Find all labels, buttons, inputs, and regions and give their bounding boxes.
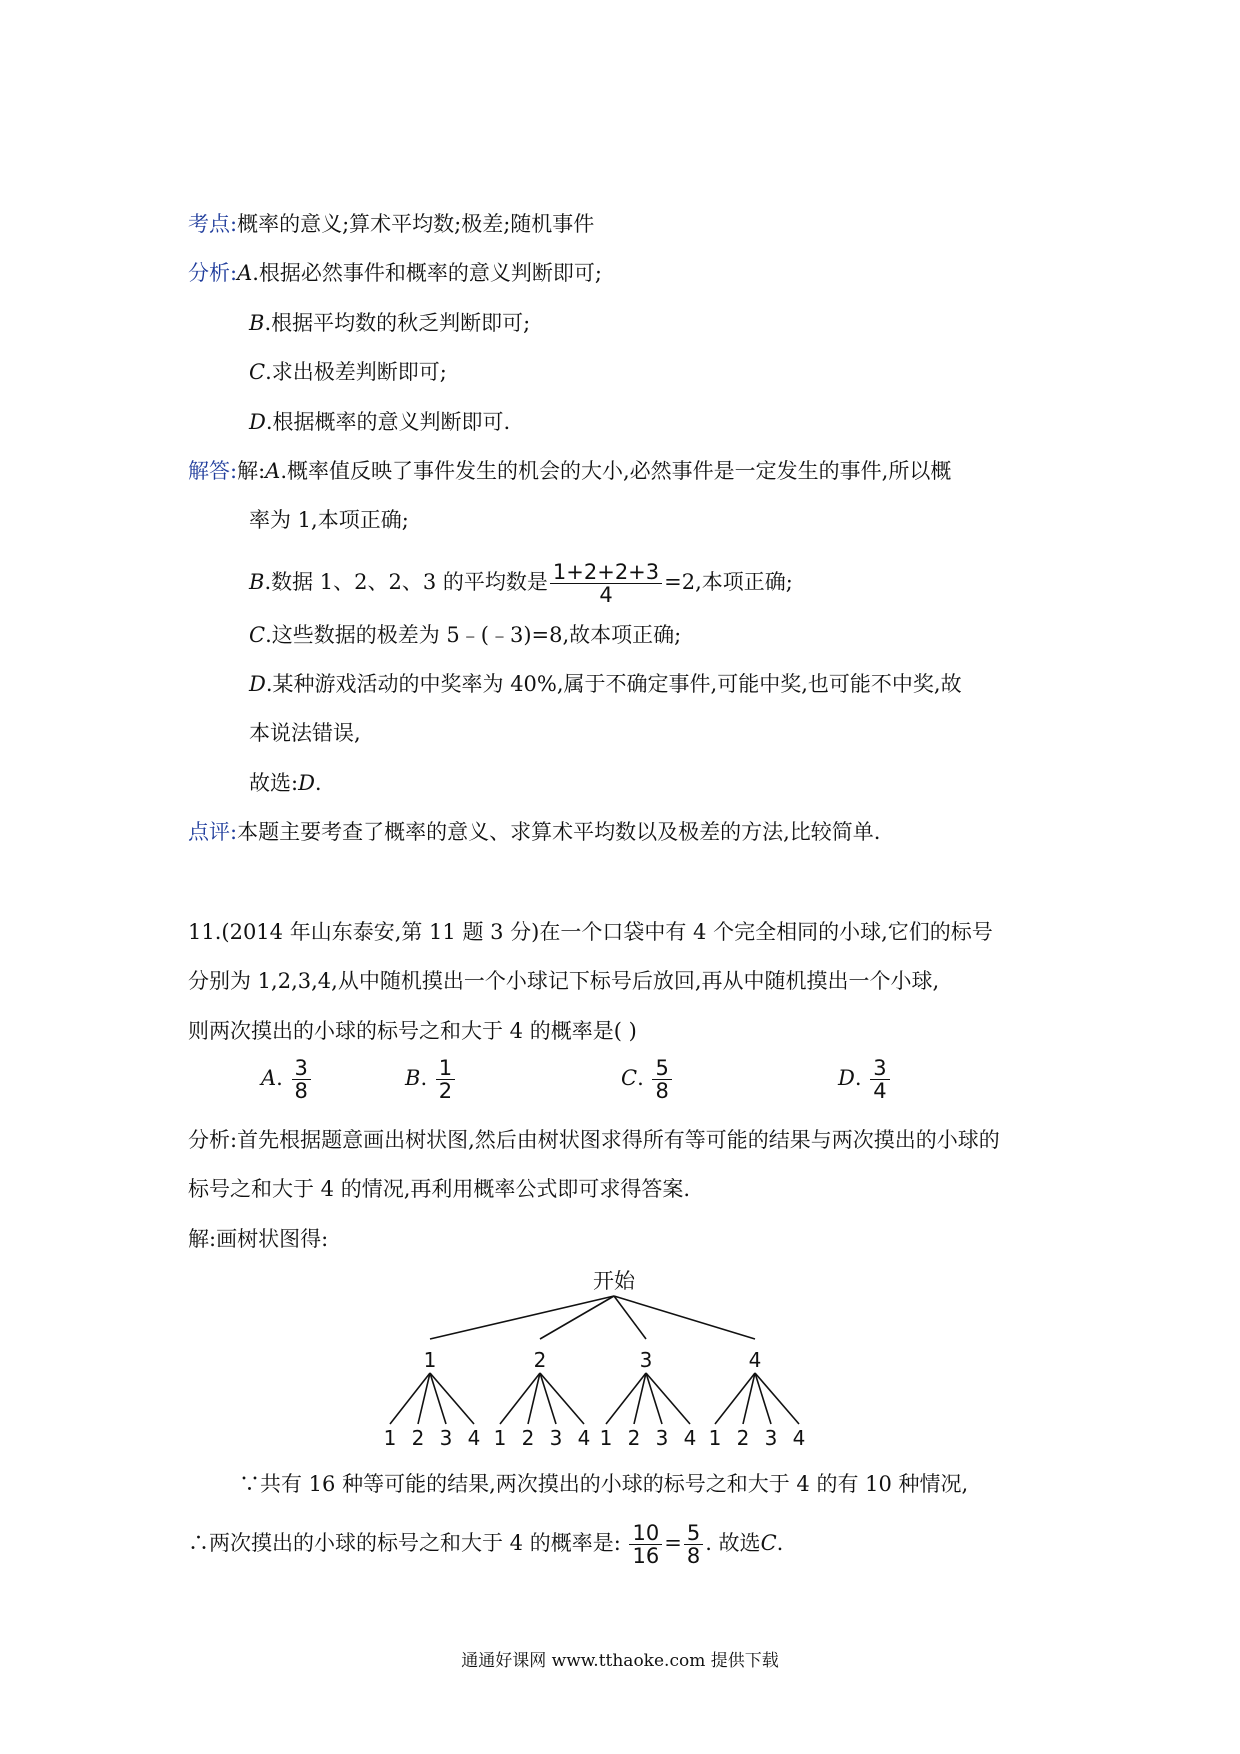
- answer-num-1: 10: [629, 1522, 662, 1545]
- q11-line2: [188, 966, 939, 996]
- jieda-line-c: [249, 620, 681, 650]
- fenxi-b-text: .根据平均数的秋乏判断即可;: [264, 311, 531, 335]
- tree-leaf-label-1-1: 1: [383, 1426, 397, 1450]
- q11-fenxi-line1: [188, 1125, 1000, 1155]
- dianping-line: [188, 817, 880, 847]
- jieda-line-d2: [249, 718, 361, 748]
- jieda-a-text1: .概率值反映了事件发生的机会的大小,必然事件是一定发生的事件,所以概: [280, 459, 952, 483]
- jieda-b-text2: =2,本项正确;: [664, 570, 793, 594]
- answer-fraction-2: [684, 1522, 703, 1567]
- fenxi-d-text: .根据概率的意义判断即可.: [265, 410, 511, 434]
- option-b-fraction: [436, 1057, 455, 1102]
- answer-eq: =: [664, 1531, 682, 1555]
- kaodian-text: 概率的意义;算术平均数;极差;随机事件: [237, 212, 595, 236]
- tree-level1-label-4: 4: [748, 1348, 762, 1372]
- q11-fenxi-line2: [188, 1174, 690, 1204]
- fenxi-a-letter: A: [237, 261, 253, 285]
- because-text: ∵共有 16 种等可能的结果,两次摸出的小球的标号之和大于 4 的有 10 种情况,: [239, 1472, 969, 1496]
- tree-level1-label-2: 2: [533, 1348, 547, 1372]
- tree-branch-3-3: [646, 1373, 662, 1424]
- tree-level1-label-3: 3: [639, 1348, 653, 1372]
- option-b: B. $\frac{1}{2}$: [405, 1057, 457, 1102]
- tree-branch-root-2: [540, 1296, 614, 1339]
- tree-leaf-label-4-4: 4: [792, 1426, 806, 1450]
- q11-text3: 则两次摸出的小球的标号之和大于 4 的概率是( ): [188, 1019, 637, 1043]
- mean-numerator: 1+2+2+3: [550, 561, 662, 584]
- footer-text: 通通好课网 www.tthaoke.com 提供下载: [461, 1651, 779, 1671]
- tree-branch-1-3: [430, 1373, 446, 1424]
- guxuan-line: [249, 768, 322, 798]
- jieda-label: 解答:: [188, 459, 238, 483]
- tree-leaf-label-2-1: 1: [493, 1426, 507, 1450]
- tree-leaf-label-1-2: 2: [411, 1426, 425, 1450]
- option-b-den: 2: [438, 1079, 453, 1104]
- answer-den-1: 16: [632, 1544, 660, 1568]
- tree-level1-label-1: 1: [423, 1348, 437, 1372]
- tree-leaf-label-1-4: 4: [467, 1426, 481, 1450]
- tree-leaf-label-4-1: 1: [708, 1426, 722, 1450]
- fenxi-c-letter: C: [249, 360, 266, 384]
- jieda-c-text: .这些数据的极差为 5﹣(﹣3)=8,故本项正确;: [265, 623, 682, 647]
- jieda-c-letter: C: [249, 623, 266, 647]
- fenxi-line-a: [188, 258, 602, 288]
- fenxi-a-text: .根据必然事件和概率的意义判断即可;: [252, 261, 602, 285]
- jieda-line-a1: [188, 456, 951, 486]
- jieda-line-a2: [249, 505, 409, 535]
- answer-fraction-1: [629, 1522, 662, 1567]
- therefore-line: [188, 1512, 783, 1574]
- tree-leaf-label-2-4: 4: [577, 1426, 591, 1450]
- tree-branch-1-4: [430, 1373, 474, 1424]
- jieda-b-text1: .数据 1、2、2、3 的平均数是: [264, 570, 548, 594]
- kaodian-line: [188, 209, 594, 239]
- option-b-letter: B: [405, 1066, 421, 1091]
- tree-node-labels: [384, 1348, 806, 1450]
- tree-leaf-label-2-3: 3: [549, 1426, 563, 1450]
- mean-fraction: [550, 561, 662, 606]
- kaodian-label: 考点:: [188, 212, 238, 236]
- fenxi-line-d: [249, 407, 510, 437]
- option-c: C. $\frac{5}{8}$: [621, 1057, 674, 1102]
- q11-text2: 分别为 1,2,3,4,从中随机摸出一个小球记下标号后放回,再从中随机摸出一个小球,: [188, 969, 940, 993]
- fenxi-d-letter: D: [249, 410, 266, 434]
- answer-period: .: [776, 1531, 784, 1555]
- tree-branches: [390, 1296, 799, 1424]
- tree-diagram: [360, 1262, 880, 1454]
- option-a-den: 8: [294, 1079, 308, 1104]
- option-b-num: 1: [436, 1057, 455, 1080]
- dianping-label: 点评:: [188, 820, 238, 844]
- answer-letter: C: [760, 1531, 777, 1555]
- tree-leaf-label-4-2: 2: [736, 1426, 750, 1450]
- mean-denominator: 4: [599, 583, 613, 607]
- guxuan-letter: D: [298, 771, 315, 795]
- tree-leaf-label-3-4: 4: [683, 1426, 697, 1450]
- option-c-fraction: [652, 1057, 671, 1102]
- tree-branch-2-4: [540, 1373, 584, 1424]
- jieda-line-d1: [249, 669, 962, 699]
- q11-fenxi1: 分析:首先根据题意画出树状图,然后由树状图求得所有等可能的结果与两次摸出的小球的: [188, 1128, 1000, 1152]
- option-a-num: 3: [292, 1057, 311, 1080]
- option-a-letter: A: [261, 1066, 277, 1091]
- option-a: A. $\frac{3}{8}$: [261, 1057, 313, 1102]
- q11-line1: [188, 917, 993, 947]
- guxuan-text: 故选:: [249, 771, 299, 795]
- jieda-a-letter: A: [265, 459, 281, 483]
- tree-leaf-label-1-3: 3: [439, 1426, 453, 1450]
- jieda-a-text2: 率为 1,本项正确;: [249, 508, 409, 532]
- answer-den-2: 8: [686, 1544, 701, 1568]
- tree-root-label: 开始: [593, 1269, 635, 1293]
- tree-branch-2-3: [540, 1373, 556, 1424]
- fenxi-c-text: .求出极差判断即可;: [265, 360, 447, 384]
- option-d-den: 4: [873, 1079, 887, 1104]
- dianping-text: 本题主要考查了概率的意义、求算术平均数以及极差的方法,比较简单.: [237, 820, 881, 844]
- tree-branch-root-3: [614, 1296, 646, 1339]
- fenxi-b-letter: B: [249, 311, 265, 335]
- option-c-den: 8: [655, 1079, 669, 1104]
- jieda-b-letter: B: [249, 570, 265, 594]
- option-a-fraction: [292, 1057, 311, 1102]
- fenxi-line-c: [249, 357, 447, 387]
- tree-leaf-label-3-2: 2: [627, 1426, 641, 1450]
- tree-branch-3-4: [646, 1373, 690, 1424]
- option-c-num: 5: [652, 1057, 671, 1080]
- q11-jie: 解:画树状图得:: [188, 1227, 329, 1251]
- jieda-d-text2: 本说法错误,: [249, 721, 361, 745]
- answer-end: . 故选: [705, 1531, 761, 1555]
- option-d-num: 3: [870, 1057, 889, 1080]
- q11-line3: [188, 1016, 637, 1046]
- tree-branch-root-1: [430, 1296, 614, 1339]
- jieda-d-text1: .某种游戏活动的中奖率为 40%,属于不确定事件,可能中奖,也可能不中奖,故: [265, 672, 962, 696]
- tree-branch-4-4: [755, 1373, 799, 1424]
- jieda-d-letter: D: [249, 672, 266, 696]
- fenxi-label: 分析:: [188, 261, 238, 285]
- tree-branch-4-3: [755, 1373, 771, 1424]
- q11-jie-line: [188, 1224, 328, 1254]
- option-d: D. $\frac{3}{4}$: [838, 1057, 892, 1102]
- q11-fenxi2: 标号之和大于 4 的情况,再利用概率公式即可求得答案.: [188, 1177, 691, 1201]
- tree-leaf-label-3-3: 3: [655, 1426, 669, 1450]
- therefore-text: ∴两次摸出的小球的标号之和大于 4 的概率是:: [188, 1531, 621, 1555]
- q11-text1: 11.(2014 年山东泰安,第 11 题 3 分)在一个口袋中有 4 个完全相同的小球,它们的标号: [188, 920, 993, 944]
- tree-leaf-label-3-1: 1: [599, 1426, 613, 1450]
- tree-branch-root-4: [614, 1296, 755, 1339]
- guxuan-end: .: [314, 771, 322, 795]
- jieda-line-b: [249, 553, 793, 611]
- option-d-letter: D: [838, 1066, 855, 1091]
- because-line: [239, 1469, 968, 1499]
- jieda-prefix: 解:: [237, 459, 266, 483]
- option-c-letter: C: [621, 1066, 638, 1091]
- option-d-fraction: [870, 1057, 889, 1102]
- tree-leaf-label-4-3: 3: [764, 1426, 778, 1450]
- answer-num-2: 5: [684, 1522, 703, 1545]
- fenxi-line-b: [249, 308, 530, 338]
- tree-leaf-label-2-2: 2: [521, 1426, 535, 1450]
